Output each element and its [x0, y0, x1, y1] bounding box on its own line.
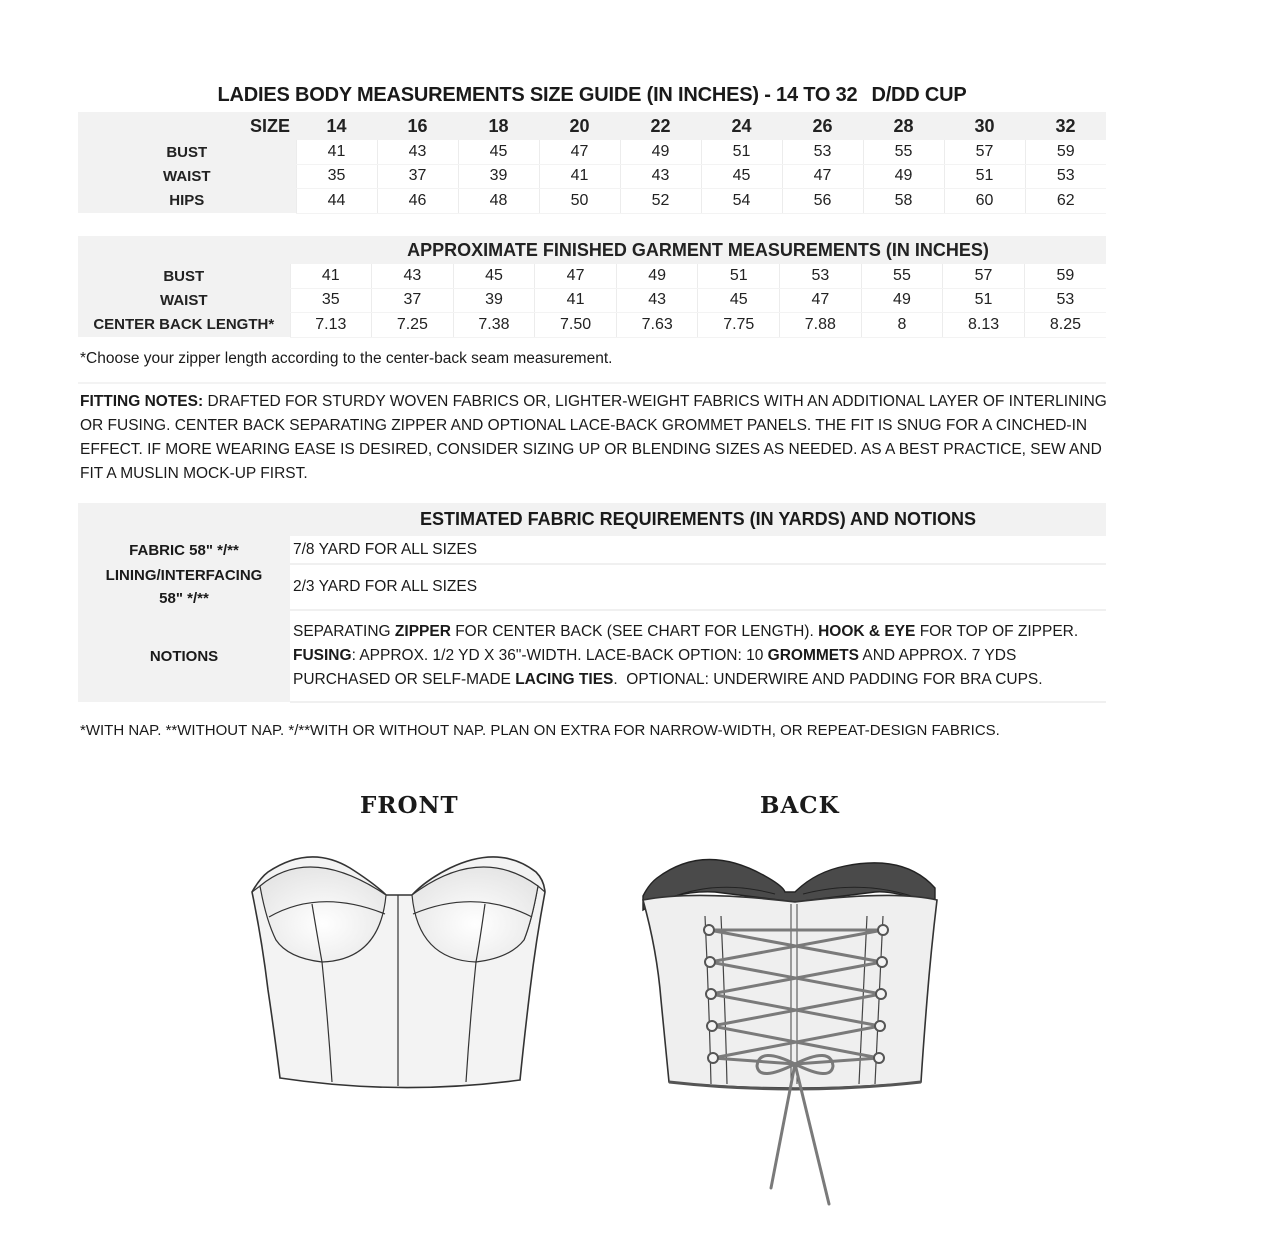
- cell: 43: [616, 288, 698, 313]
- notions-bold: LACING TIES: [515, 671, 614, 688]
- table-row-center-back-length: [78, 313, 1106, 338]
- cell: 8.13: [943, 313, 1025, 338]
- cell: 45: [698, 288, 780, 313]
- zipper-length-note: *Choose your zipper length according to the center-back seam measurement.: [80, 350, 613, 367]
- cell: 39: [453, 288, 535, 313]
- cell: 55: [861, 264, 943, 288]
- table-row-waist: [78, 288, 1106, 313]
- cell: 49: [861, 288, 943, 313]
- header-spacer: [78, 503, 290, 536]
- size-guide-title: [0, 84, 1184, 107]
- cell: 43: [377, 140, 458, 164]
- cell: 57: [944, 140, 1025, 164]
- notions-text: AND APPROX. 7 YDS: [858, 647, 1017, 664]
- cell: 47: [782, 164, 863, 189]
- cell: 8.25: [1024, 313, 1106, 338]
- table-row-waist: [78, 164, 1106, 189]
- cell: 51: [944, 164, 1025, 189]
- fitting-notes: [80, 390, 1110, 486]
- cell: 39: [458, 164, 539, 189]
- cell: 7.50: [535, 313, 617, 338]
- table-row-bust: [78, 140, 1106, 164]
- body-measurements-table: [78, 112, 1106, 214]
- size-col: 20: [539, 112, 620, 140]
- cell: 47: [539, 140, 620, 164]
- cell: 51: [701, 140, 782, 164]
- cell: 59: [1024, 264, 1106, 288]
- cell: 52: [620, 189, 701, 214]
- row-label: FABRIC 58" */**: [78, 536, 290, 564]
- notions-text: PURCHASED OR SELF-MADE: [293, 671, 516, 688]
- cell: 35: [296, 164, 377, 189]
- cell: 43: [372, 264, 454, 288]
- garment-measurements-table: [78, 236, 1106, 338]
- title-main: LADIES BODY MEASUREMENTS SIZE GUIDE (IN INCHES) - 14 TO 32: [217, 84, 858, 106]
- row-label: [78, 564, 290, 610]
- cell: 37: [377, 164, 458, 189]
- cell: 56: [782, 189, 863, 214]
- size-col: 30: [944, 112, 1025, 140]
- notions-text: FOR TOP OF ZIPPER.: [915, 623, 1079, 640]
- cell: 44: [296, 189, 377, 214]
- size-col: 28: [863, 112, 944, 140]
- fabric-requirements-table: [78, 503, 1106, 703]
- header-spacer: [78, 236, 290, 264]
- cell: 58: [863, 189, 944, 214]
- notions-text: : APPROX. 1/2 YD X 36"-WIDTH. LACE-BACK OPTION: 10: [351, 647, 768, 664]
- cell: 49: [620, 140, 701, 164]
- cell: 50: [539, 189, 620, 214]
- notions-bold: HOOK & EYE: [818, 623, 916, 640]
- cell: 41: [539, 164, 620, 189]
- cell: 41: [290, 264, 372, 288]
- cell: 53: [780, 264, 862, 288]
- notions-text: FOR CENTER BACK (SEE CHART FOR LENGTH).: [450, 623, 819, 640]
- row-label: BUST: [78, 140, 296, 164]
- front-label: FRONT: [360, 792, 459, 819]
- notions-text: . OPTIONAL: UNDERWIRE AND PADDING FOR BRA CUPS.: [613, 671, 1043, 688]
- title-cup: D/DD CUP: [871, 84, 967, 106]
- cell: 59: [1025, 140, 1106, 164]
- table-row-hips: [78, 189, 1106, 214]
- garment-table-heading: APPROXIMATE FINISHED GARMENT MEASUREMENTS (IN INCHES): [290, 236, 1106, 264]
- cell: 60: [944, 189, 1025, 214]
- size-header-row: [78, 112, 1106, 140]
- size-col: 22: [620, 112, 701, 140]
- cell: 7.88: [780, 313, 862, 338]
- cell: 49: [616, 264, 698, 288]
- cell: 7.25: [372, 313, 454, 338]
- size-col: 26: [782, 112, 863, 140]
- table-row-bust: [78, 264, 1106, 288]
- size-label: SIZE: [78, 112, 296, 140]
- cell: 7.63: [616, 313, 698, 338]
- notions-value: [290, 610, 1106, 702]
- table-row-fabric: [78, 536, 1106, 564]
- cell: 47: [780, 288, 862, 313]
- cell: 8: [861, 313, 943, 338]
- cell: 35: [290, 288, 372, 313]
- lining-value: 2/3 YARD FOR ALL SIZES: [290, 564, 1106, 610]
- cell: 51: [943, 288, 1025, 313]
- cell: 37: [372, 288, 454, 313]
- cell: 45: [453, 264, 535, 288]
- front-bustier-illustration: [240, 850, 560, 1095]
- fabric-header-row: [78, 503, 1106, 536]
- cell: 53: [782, 140, 863, 164]
- cell: 41: [535, 288, 617, 313]
- notions-bold: ZIPPER: [394, 623, 451, 640]
- size-col: 18: [458, 112, 539, 140]
- cell: 49: [863, 164, 944, 189]
- row-label: WAIST: [78, 164, 296, 189]
- table-row-lining: [78, 564, 1106, 610]
- fitting-notes-text: DRAFTED FOR STURDY WOVEN FABRICS OR, LIGHTER-WEIGHT FABRICS WITH AN ADDITIONAL LAYER OF INTERLINING OR FUSING. CENTER BACK SEPARATING ZIPPER AND OPTIONAL LACE-BACK GROMMET PANELS. THE FIT IS SNUG FOR A CINCHED-IN EFFECT. IF MORE WEARING EASE IS DESIRED, CONSIDER SIZING UP OR BLENDING SIZES AS NEEDED. AS A BEST PRACTICE, SEW AND FIT A MUSLIN MOCK-UP FIRST.: [80, 393, 1107, 482]
- cell: 53: [1024, 288, 1106, 313]
- nap-footnote: *WITH NAP. **WITHOUT NAP. */**WITH OR WITHOUT NAP. PLAN ON EXTRA FOR NARROW-WIDTH, OR REPEAT-DESIGN FABRICS.: [80, 722, 1000, 739]
- cell: 7.75: [698, 313, 780, 338]
- table-row-notions: [78, 610, 1106, 702]
- section-divider: [78, 382, 1106, 384]
- lining-label-line2: 58" */**: [159, 590, 209, 607]
- lining-label-line1: LINING/INTERFACING: [105, 567, 263, 584]
- fabric-value: 7/8 YARD FOR ALL SIZES: [290, 536, 1106, 564]
- size-col: 32: [1025, 112, 1106, 140]
- size-col: 14: [296, 112, 377, 140]
- size-col: 16: [377, 112, 458, 140]
- cell: 62: [1025, 189, 1106, 214]
- cell: 45: [701, 164, 782, 189]
- cell: 53: [1025, 164, 1106, 189]
- row-label: CENTER BACK LENGTH*: [78, 313, 290, 338]
- cell: 45: [458, 140, 539, 164]
- row-label: HIPS: [78, 189, 296, 214]
- cell: 51: [698, 264, 780, 288]
- cell: 48: [458, 189, 539, 214]
- cell: 57: [943, 264, 1025, 288]
- fabric-table-heading: ESTIMATED FABRIC REQUIREMENTS (IN YARDS) AND NOTIONS: [290, 503, 1106, 536]
- cell: 55: [863, 140, 944, 164]
- notions-bold: FUSING: [293, 647, 352, 664]
- cell: 7.13: [290, 313, 372, 338]
- cell: 41: [296, 140, 377, 164]
- row-label: WAIST: [78, 288, 290, 313]
- back-bustier-illustration: [635, 850, 955, 1225]
- size-col: 24: [701, 112, 782, 140]
- notions-bold: GROMMETS: [767, 647, 859, 664]
- garment-header-row: [78, 236, 1106, 264]
- row-label: BUST: [78, 264, 290, 288]
- cell: 54: [701, 189, 782, 214]
- cell: 47: [535, 264, 617, 288]
- cell: 46: [377, 189, 458, 214]
- back-label: BACK: [760, 792, 840, 819]
- fitting-notes-label: FITTING NOTES:: [80, 393, 204, 410]
- cell: 7.38: [453, 313, 535, 338]
- row-label: NOTIONS: [78, 610, 290, 702]
- notions-text: SEPARATING: [293, 623, 395, 640]
- cell: 43: [620, 164, 701, 189]
